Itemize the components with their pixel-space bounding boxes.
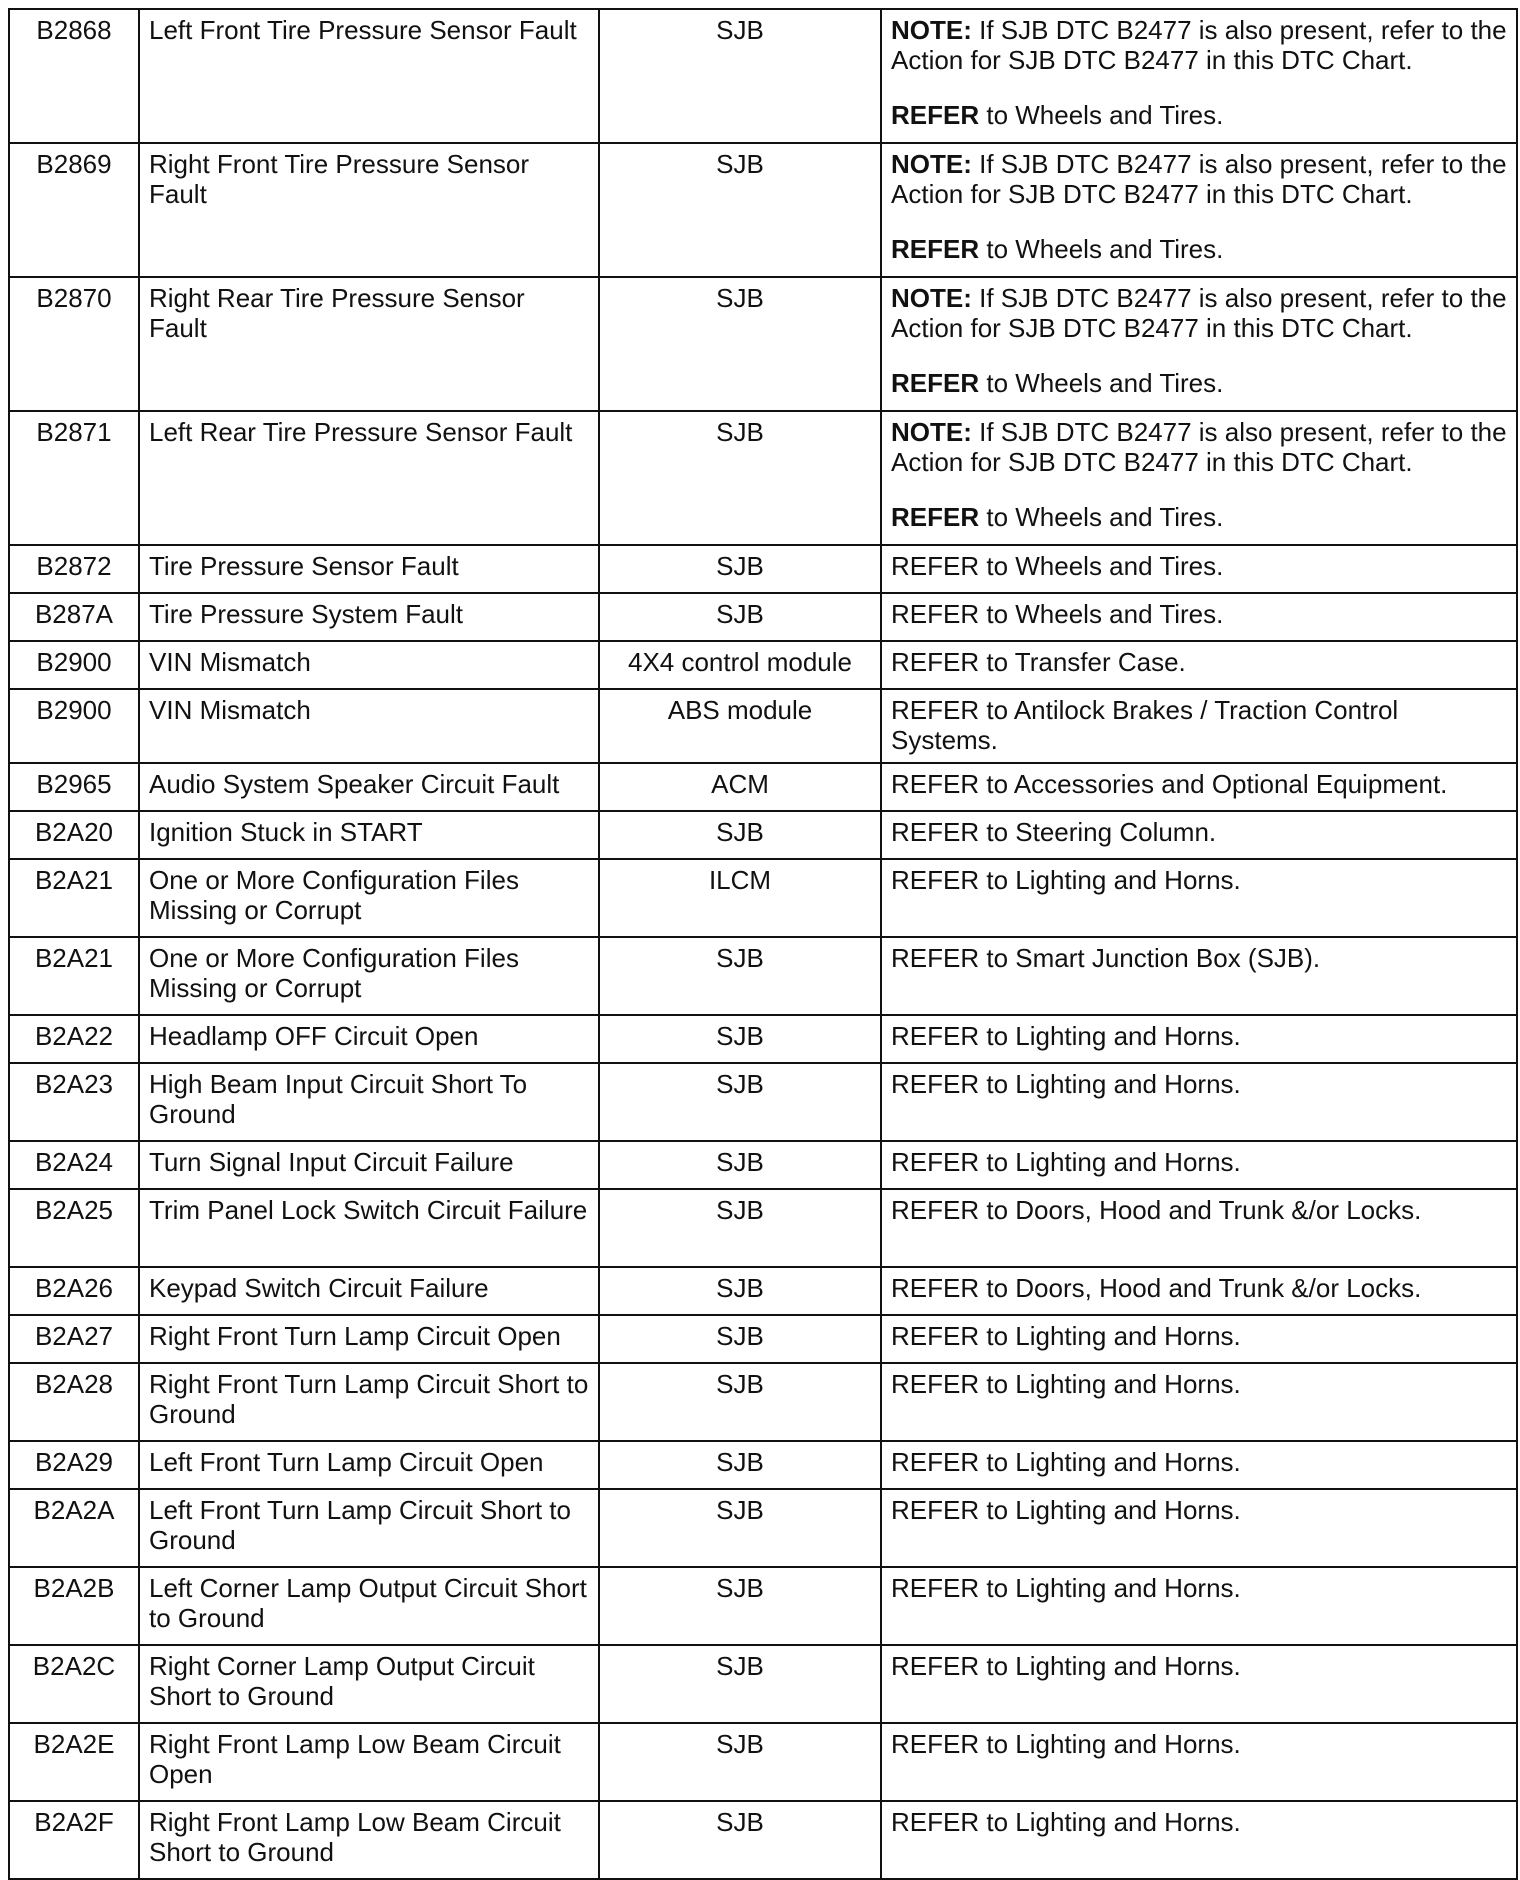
dtc-action [881, 1489, 1517, 1567]
dtc-action [881, 1063, 1517, 1141]
dtc-code: B2A21 [9, 937, 139, 1015]
dtc-module: ABS module [599, 689, 881, 763]
dtc-description: High Beam Input Circuit Short To Ground [139, 1063, 599, 1141]
dtc-description: Right Front Turn Lamp Circuit Open [139, 1315, 599, 1363]
dtc-code: B2A20 [9, 811, 139, 859]
dtc-module: SJB [599, 1645, 881, 1723]
dtc-action [881, 763, 1517, 811]
note-label: NOTE: [891, 149, 972, 179]
table-row [9, 1801, 1517, 1879]
note-text: If SJB DTC B2477 is also present, refer to the Action for SJB DTC B2477 in this DTC Chart. [891, 15, 1507, 75]
action-text: to Lighting and Horns. [986, 1069, 1241, 1099]
action-lead: REFER [891, 1021, 980, 1051]
action-lead: REFER [891, 769, 980, 799]
action-lead: REFER [891, 368, 980, 398]
dtc-module: SJB [599, 1723, 881, 1801]
dtc-module: ILCM [599, 859, 881, 937]
action-lead: REFER [891, 234, 980, 264]
note-label: NOTE: [891, 417, 972, 447]
action-text: to Lighting and Horns. [986, 1147, 1241, 1177]
table-row [9, 1063, 1517, 1141]
dtc-description: Right Corner Lamp Output Circuit Short to Ground [139, 1645, 599, 1723]
dtc-code: B2A22 [9, 1015, 139, 1063]
dtc-description: Left Front Turn Lamp Circuit Open [139, 1441, 599, 1489]
table-row [9, 411, 1517, 545]
note-text: If SJB DTC B2477 is also present, refer to the Action for SJB DTC B2477 in this DTC Chart. [891, 417, 1507, 477]
dtc-module: SJB [599, 1363, 881, 1441]
action-text: to Doors, Hood and Trunk &/or Locks. [986, 1273, 1422, 1303]
dtc-action [881, 689, 1517, 763]
table-row [9, 277, 1517, 411]
action-text: to Steering Column. [986, 817, 1217, 847]
dtc-code: B2900 [9, 689, 139, 763]
dtc-module: SJB [599, 811, 881, 859]
dtc-description: Ignition Stuck in START [139, 811, 599, 859]
dtc-description: Tire Pressure Sensor Fault [139, 545, 599, 593]
dtc-action [881, 1015, 1517, 1063]
dtc-code: B2A23 [9, 1063, 139, 1141]
action-lead: REFER [891, 1495, 980, 1525]
dtc-module: SJB [599, 1801, 881, 1879]
dtc-code: B2900 [9, 641, 139, 689]
action-lead: REFER [891, 1147, 980, 1177]
dtc-code: B2A21 [9, 859, 139, 937]
dtc-code: B2869 [9, 143, 139, 277]
action-text: to Lighting and Horns. [986, 1369, 1241, 1399]
dtc-module: SJB [599, 9, 881, 143]
dtc-code: B2A2B [9, 1567, 139, 1645]
action-lead: REFER [891, 865, 980, 895]
dtc-action [881, 593, 1517, 641]
action-text: to Lighting and Horns. [986, 1447, 1241, 1477]
action-lead: REFER [891, 1573, 980, 1603]
note-text: If SJB DTC B2477 is also present, refer to the Action for SJB DTC B2477 in this DTC Chart. [891, 283, 1507, 343]
dtc-module: SJB [599, 143, 881, 277]
dtc-action [881, 1315, 1517, 1363]
dtc-action [881, 1141, 1517, 1189]
action-lead: REFER [891, 1321, 980, 1351]
dtc-description: Right Front Turn Lamp Circuit Short to Ground [139, 1363, 599, 1441]
table-row [9, 689, 1517, 763]
dtc-action [881, 1801, 1517, 1879]
dtc-module: 4X4 control module [599, 641, 881, 689]
dtc-description: Trim Panel Lock Switch Circuit Failure [139, 1189, 599, 1267]
dtc-action [881, 1363, 1517, 1441]
dtc-code: B287A [9, 593, 139, 641]
dtc-module: SJB [599, 1015, 881, 1063]
dtc-description: Right Front Lamp Low Beam Circuit Open [139, 1723, 599, 1801]
action-text: to Lighting and Horns. [986, 1651, 1241, 1681]
dtc-description: Audio System Speaker Circuit Fault [139, 763, 599, 811]
table-row [9, 593, 1517, 641]
dtc-module: SJB [599, 1063, 881, 1141]
dtc-code: B2870 [9, 277, 139, 411]
dtc-note [891, 418, 1507, 477]
action-text: to Lighting and Horns. [986, 1321, 1241, 1351]
dtc-action [881, 937, 1517, 1015]
dtc-chart-table [8, 8, 1518, 1880]
dtc-module: SJB [599, 1567, 881, 1645]
dtc-code: B2871 [9, 411, 139, 545]
dtc-note [891, 150, 1507, 209]
dtc-code: B2A24 [9, 1141, 139, 1189]
table-row [9, 641, 1517, 689]
dtc-code: B2A26 [9, 1267, 139, 1315]
table-row [9, 1189, 1517, 1267]
dtc-module: SJB [599, 277, 881, 411]
dtc-description: Right Front Lamp Low Beam Circuit Short to Ground [139, 1801, 599, 1879]
table-row [9, 143, 1517, 277]
dtc-code: B2A2C [9, 1645, 139, 1723]
dtc-module: SJB [599, 937, 881, 1015]
dtc-action [881, 143, 1517, 277]
action-text: to Lighting and Horns. [986, 1807, 1241, 1837]
dtc-code: B2A2E [9, 1723, 139, 1801]
dtc-action [881, 859, 1517, 937]
dtc-description: One or More Configuration Files Missing or Corrupt [139, 937, 599, 1015]
dtc-action [881, 1567, 1517, 1645]
action-lead: REFER [891, 1651, 980, 1681]
action-lead: REFER [891, 599, 980, 629]
action-text: to Wheels and Tires. [986, 551, 1224, 581]
table-row [9, 937, 1517, 1015]
dtc-module: SJB [599, 593, 881, 641]
dtc-code: B2A2A [9, 1489, 139, 1567]
action-lead: REFER [891, 817, 980, 847]
dtc-action [881, 9, 1517, 143]
dtc-description: Keypad Switch Circuit Failure [139, 1267, 599, 1315]
dtc-code: B2872 [9, 545, 139, 593]
table-row [9, 545, 1517, 593]
dtc-code: B2868 [9, 9, 139, 143]
table-row [9, 9, 1517, 143]
dtc-action [881, 811, 1517, 859]
dtc-code: B2A25 [9, 1189, 139, 1267]
action-lead: REFER [891, 695, 980, 725]
action-text: to Doors, Hood and Trunk &/or Locks. [986, 1195, 1422, 1225]
action-lead: REFER [891, 1273, 980, 1303]
action-lead: REFER [891, 943, 980, 973]
dtc-action [881, 277, 1517, 411]
dtc-description: Turn Signal Input Circuit Failure [139, 1141, 599, 1189]
dtc-code: B2A28 [9, 1363, 139, 1441]
dtc-action [881, 641, 1517, 689]
dtc-action [881, 411, 1517, 545]
dtc-module: SJB [599, 1189, 881, 1267]
dtc-description: Tire Pressure System Fault [139, 593, 599, 641]
action-lead: REFER [891, 1447, 980, 1477]
action-text: to Lighting and Horns. [986, 1021, 1241, 1051]
table-row [9, 1489, 1517, 1567]
dtc-module: SJB [599, 1441, 881, 1489]
dtc-action [881, 545, 1517, 593]
dtc-module: ACM [599, 763, 881, 811]
table-row [9, 859, 1517, 937]
table-row [9, 1723, 1517, 1801]
dtc-module: SJB [599, 1141, 881, 1189]
dtc-module: SJB [599, 1315, 881, 1363]
table-row [9, 1315, 1517, 1363]
dtc-note [891, 284, 1507, 343]
dtc-code: B2965 [9, 763, 139, 811]
dtc-code: B2A2F [9, 1801, 139, 1879]
dtc-description: VIN Mismatch [139, 641, 599, 689]
dtc-description: Left Corner Lamp Output Circuit Short to Ground [139, 1567, 599, 1645]
table-row [9, 1015, 1517, 1063]
dtc-module: SJB [599, 1489, 881, 1567]
action-lead: REFER [891, 551, 980, 581]
action-text: to Wheels and Tires. [986, 368, 1224, 398]
action-text: to Lighting and Horns. [986, 1495, 1241, 1525]
action-text: to Smart Junction Box (SJB). [986, 943, 1321, 973]
table-row [9, 1645, 1517, 1723]
table-row [9, 811, 1517, 859]
dtc-action [881, 1441, 1517, 1489]
dtc-description: Left Front Tire Pressure Sensor Fault [139, 9, 599, 143]
action-text: to Wheels and Tires. [986, 100, 1224, 130]
action-text: to Transfer Case. [986, 647, 1186, 677]
action-text: to Wheels and Tires. [986, 502, 1224, 532]
table-row [9, 1363, 1517, 1441]
action-lead: REFER [891, 1807, 980, 1837]
action-text: to Lighting and Horns. [986, 1729, 1241, 1759]
note-label: NOTE: [891, 15, 972, 45]
action-lead: REFER [891, 1069, 980, 1099]
action-text: to Accessories and Optional Equipment. [986, 769, 1448, 799]
table-row [9, 1441, 1517, 1489]
action-lead: REFER [891, 1195, 980, 1225]
dtc-module: SJB [599, 545, 881, 593]
dtc-action [881, 1267, 1517, 1315]
dtc-description: One or More Configuration Files Missing or Corrupt [139, 859, 599, 937]
table-row [9, 763, 1517, 811]
table-row [9, 1267, 1517, 1315]
action-text: to Wheels and Tires. [986, 599, 1224, 629]
action-text: to Lighting and Horns. [986, 865, 1241, 895]
note-text: If SJB DTC B2477 is also present, refer to the Action for SJB DTC B2477 in this DTC Chart. [891, 149, 1507, 209]
table-row [9, 1141, 1517, 1189]
dtc-description: Left Rear Tire Pressure Sensor Fault [139, 411, 599, 545]
dtc-note [891, 16, 1507, 75]
dtc-description: VIN Mismatch [139, 689, 599, 763]
action-lead: REFER [891, 502, 980, 532]
action-lead: REFER [891, 1729, 980, 1759]
action-text: to Wheels and Tires. [986, 234, 1224, 264]
action-lead: REFER [891, 1369, 980, 1399]
table-row [9, 1567, 1517, 1645]
dtc-module: SJB [599, 1267, 881, 1315]
dtc-code: B2A29 [9, 1441, 139, 1489]
dtc-module: SJB [599, 411, 881, 545]
dtc-action [881, 1723, 1517, 1801]
dtc-description: Left Front Turn Lamp Circuit Short to Ground [139, 1489, 599, 1567]
dtc-description: Right Front Tire Pressure Sensor Fault [139, 143, 599, 277]
dtc-action [881, 1189, 1517, 1267]
dtc-description: Right Rear Tire Pressure Sensor Fault [139, 277, 599, 411]
note-label: NOTE: [891, 283, 972, 313]
dtc-description: Headlamp OFF Circuit Open [139, 1015, 599, 1063]
action-lead: REFER [891, 100, 980, 130]
dtc-action [881, 1645, 1517, 1723]
action-text: to Antilock Brakes / Traction Control Systems. [891, 695, 1399, 755]
action-text: to Lighting and Horns. [986, 1573, 1241, 1603]
action-lead: REFER [891, 647, 980, 677]
dtc-code: B2A27 [9, 1315, 139, 1363]
